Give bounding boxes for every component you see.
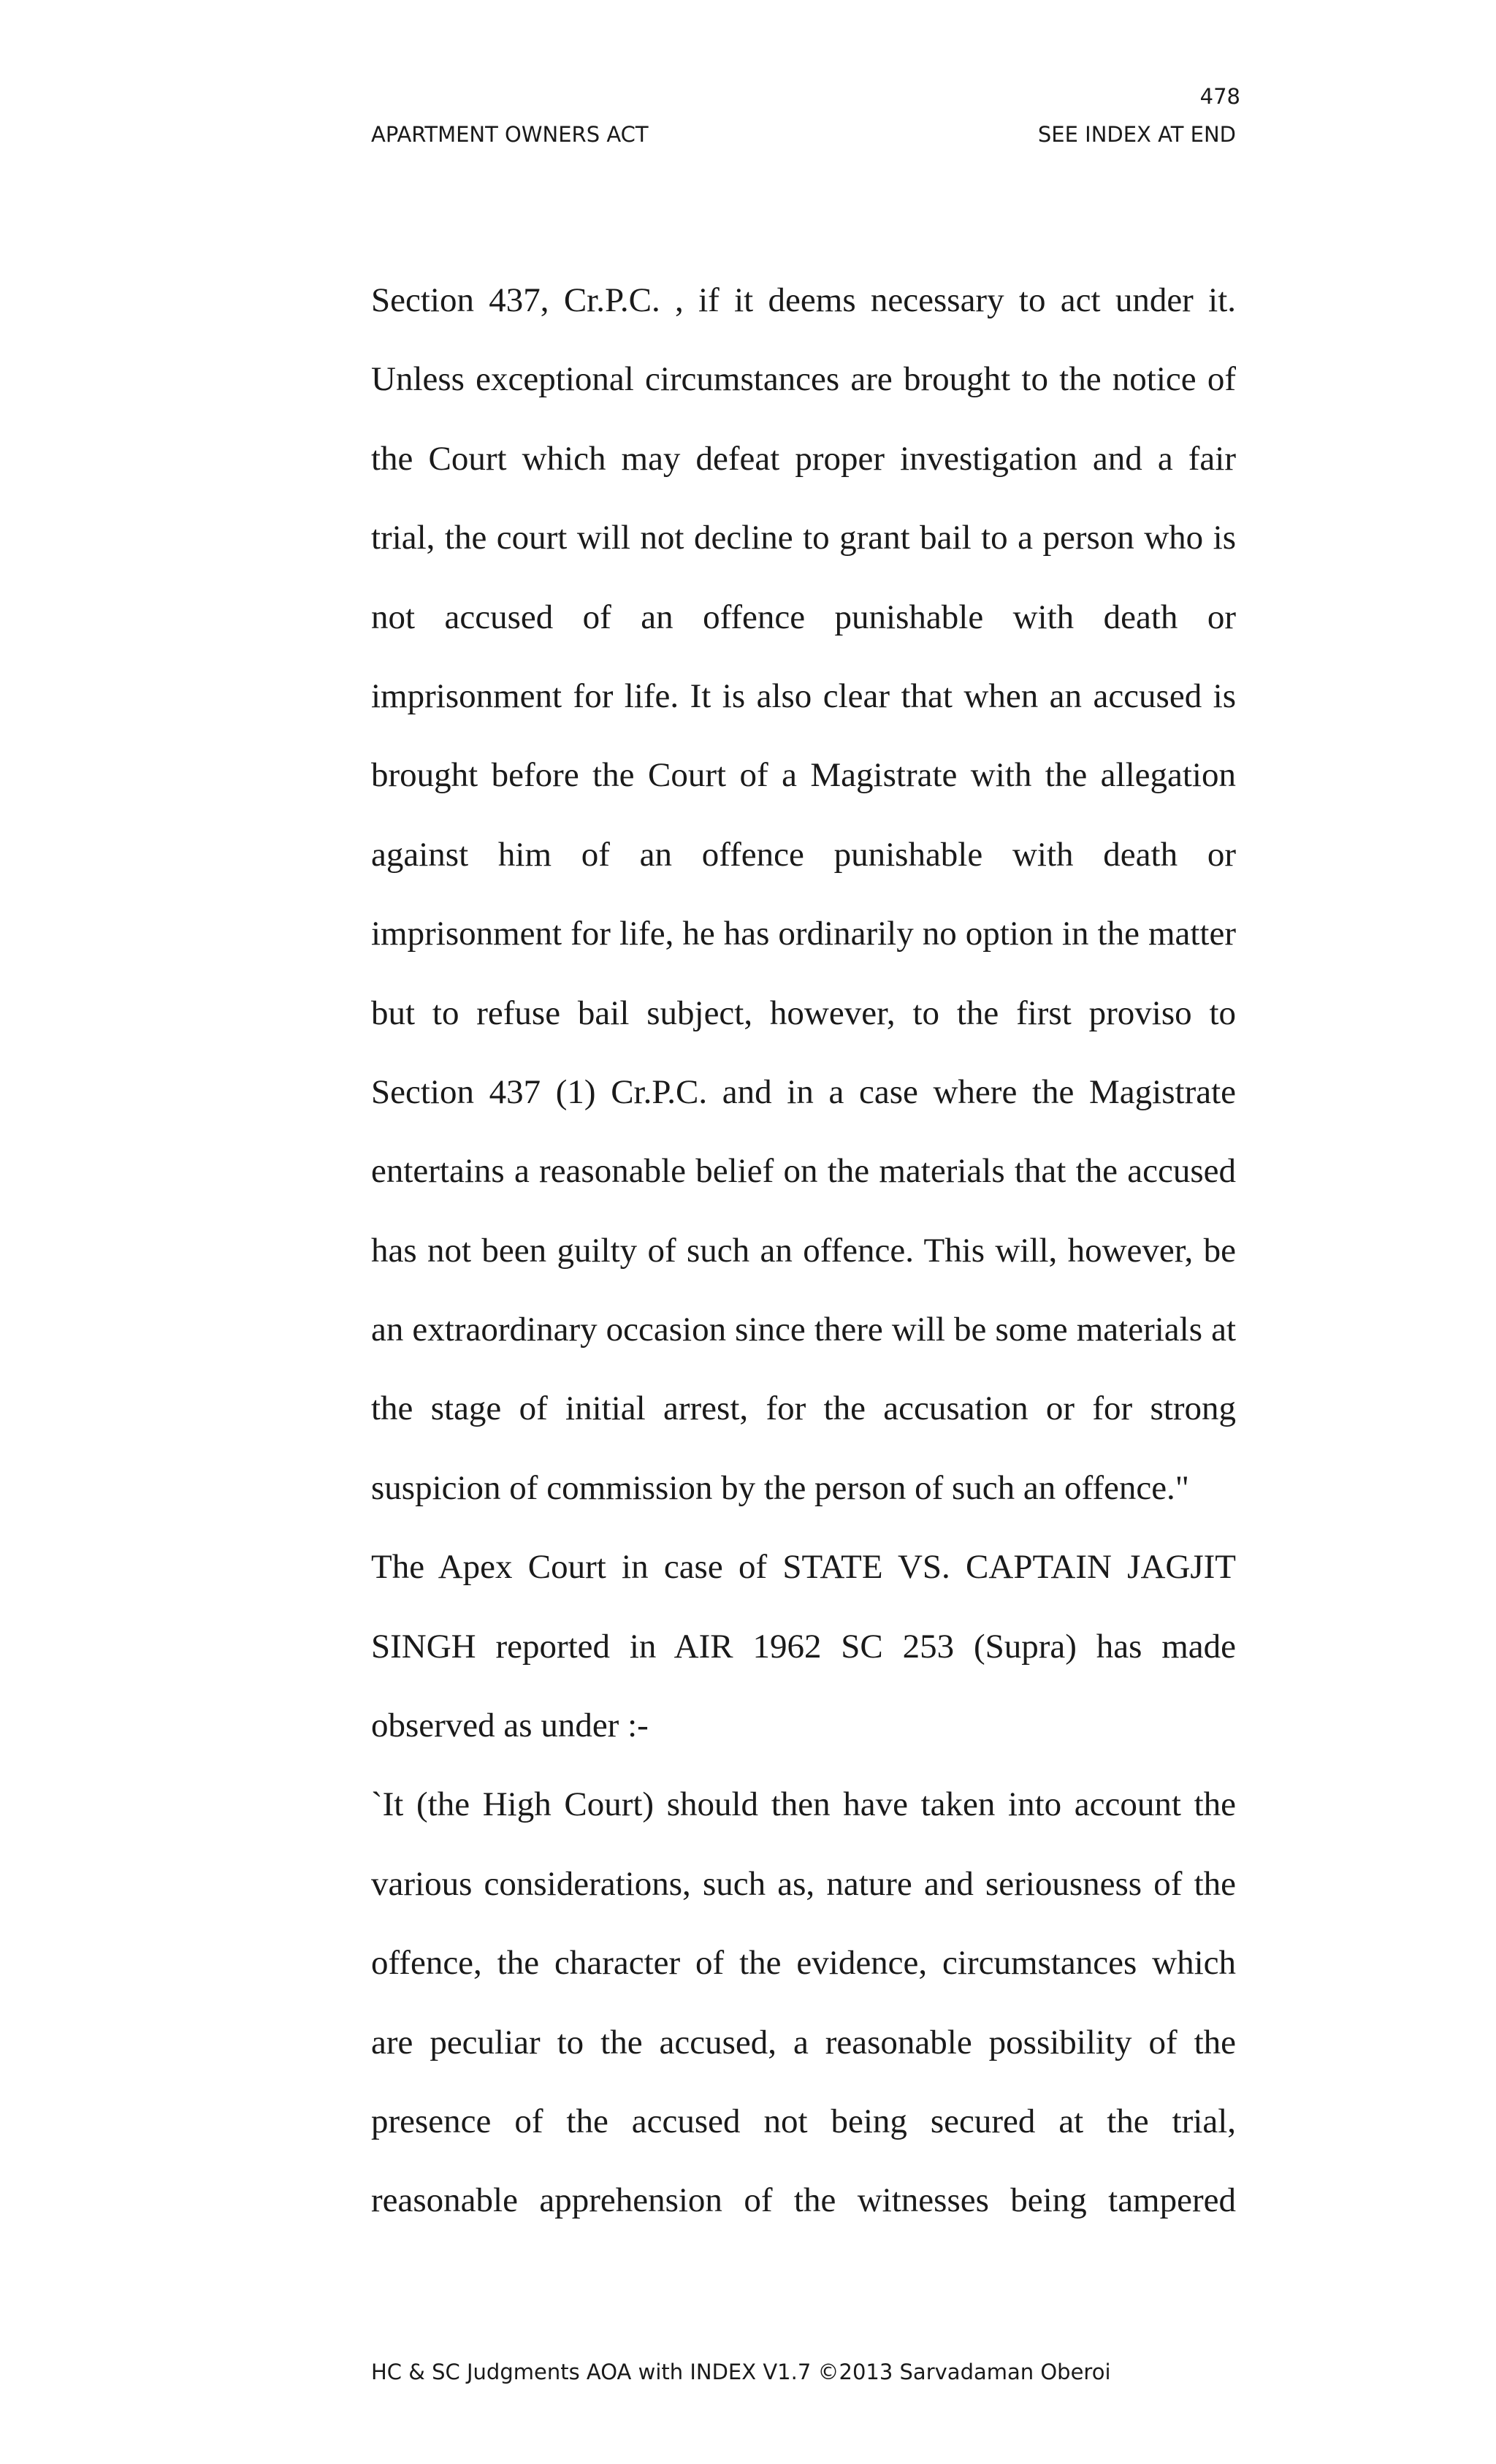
text-line: against him of an offence punishable with death or [371, 835, 1236, 874]
header-title: APARTMENT OWNERS ACT [371, 122, 649, 147]
text-line: not accused of an offence punishable with death or [371, 598, 1236, 636]
running-header [371, 124, 1236, 145]
text-line: imprisonment for life, he has ordinarily no option in the matter [371, 915, 1236, 953]
text-line: trial, the court will not decline to grant bail to a person who is [371, 519, 1236, 557]
text-line: various considerations, such as, nature and seriousness of the [371, 1864, 1236, 1903]
page-footer: HC & SC Judgments AOA with INDEX V1.7 ©2013 Sarvadaman Oberoi [371, 2360, 1111, 2384]
text-line: entertains a reasonable belief on the materials that the accused [371, 1152, 1236, 1191]
header-index-note: SEE INDEX AT END [1037, 122, 1236, 147]
text-line: `It (the High Court) should then have taken into account the [371, 1785, 1236, 1824]
text-line: Section 437, Cr.P.C. , if it deems necessary to act under it. [371, 281, 1236, 319]
text-line: has not been guilty of such an offence. This will, however, be [371, 1231, 1236, 1270]
text-line: Unless exceptional circumstances are brought to the notice of [371, 360, 1236, 399]
text-line: offence, the character of the evidence, circumstances which [371, 1944, 1236, 1983]
text-line: The Apex Court in case of STATE VS. CAPTAIN JAGJIT [371, 1548, 1236, 1587]
text-line: are peculiar to the accused, a reasonable possibility of the [371, 2023, 1236, 2061]
text-line: imprisonment for life. It is also clear that when an accused is [371, 676, 1236, 715]
document-body [371, 261, 1236, 2240]
text-line: brought before the Court of a Magistrate with the allegation [371, 756, 1236, 795]
text-line: the stage of initial arrest, for the accusation or for strong [371, 1389, 1236, 1428]
text-line: SINGH reported in AIR 1962 SC 253 (Supra) has made [371, 1627, 1236, 1666]
text-line: but to refuse bail subject, however, to the first proviso to [371, 993, 1236, 1032]
text-line: the Court which may defeat proper investigation and a fair [371, 439, 1236, 478]
text-line: presence of the accused not being secured at the trial, [371, 2102, 1236, 2140]
text-line: suspicion of commission by the person of such an offence." [371, 1468, 1189, 1507]
page-number: 478 [1199, 84, 1240, 109]
text-line: Section 437 (1) Cr.P.C. and in a case where the Magistrate [371, 1072, 1236, 1111]
text-line: reasonable apprehension of the witnesses being tampered [371, 2181, 1236, 2220]
text-line: an extraordinary occasion since there will be some materials at [371, 1311, 1236, 1349]
text-line: observed as under :- [371, 1706, 649, 1745]
